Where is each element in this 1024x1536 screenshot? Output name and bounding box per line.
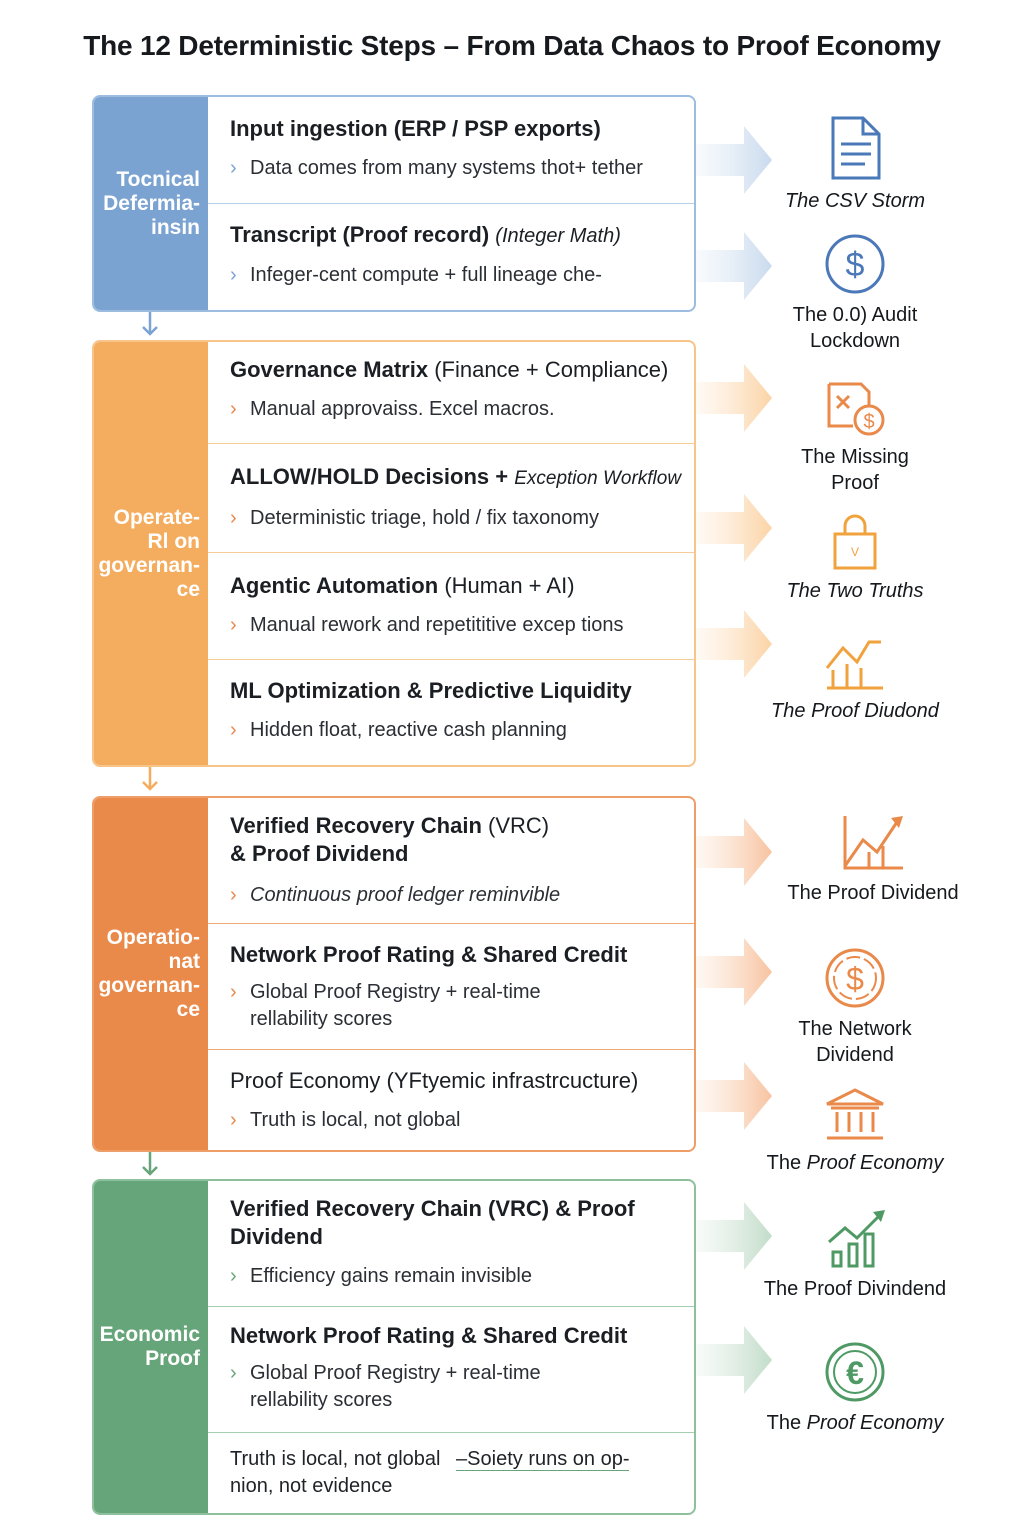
euro-circle-icon <box>823 1340 887 1404</box>
step-title: Transcript (Proof record) (Integer Math) <box>230 222 621 247</box>
step-description: › Data comes from many systems thot+ tether <box>230 155 694 182</box>
step-title: Agentic Automation (Human + AI) <box>230 573 575 598</box>
group-band <box>94 1181 208 1513</box>
chevron-right-icon: › <box>230 719 237 741</box>
side-item <box>760 634 950 724</box>
side-item-label: The 0.0) Audit Lockdown <box>792 304 918 352</box>
chevron-right-icon: › <box>230 157 237 179</box>
chevron-right-icon: › <box>230 614 237 636</box>
group-operational <box>92 340 696 767</box>
side-item <box>760 1086 950 1176</box>
missing-dollar-icon <box>823 378 887 438</box>
step-title: Input ingestion (ERP / PSP exports) <box>230 116 601 141</box>
side-item-label: The Proof Dividend <box>787 882 959 904</box>
group-band <box>94 342 208 765</box>
document-icon <box>825 114 885 182</box>
step-row <box>208 443 694 553</box>
side-item-label: The CSV Storm <box>784 190 926 212</box>
side-item-label: The Proof Economy <box>766 1412 944 1434</box>
step-description: › Global Proof Registry + real-time rellability scores <box>230 981 541 1030</box>
step-title: Verified Recovery Chain (VRC) & Proof Dividend <box>230 813 550 866</box>
group-label: Operate- Rl on governan- ce <box>98 505 200 601</box>
svg-text:$: $ <box>846 961 864 997</box>
group-band <box>94 798 208 1150</box>
step-row <box>208 1306 694 1433</box>
chevron-right-icon: › <box>230 981 237 1003</box>
down-arrow-icon <box>140 310 160 338</box>
side-item <box>760 514 950 604</box>
side-item-label: The Network Dividend <box>798 1018 912 1066</box>
step-title: ML Optimization & Predictive Liquidity <box>230 678 632 703</box>
group-label: Tocnical Defermia- insin <box>103 167 200 239</box>
step-description: › Manual approvaiss. Excel macros. <box>230 396 694 423</box>
chevron-right-icon: › <box>230 264 237 286</box>
group-label: Economic Proof <box>99 1323 200 1370</box>
group-band <box>94 97 208 310</box>
right-arrow-icon <box>696 812 776 892</box>
chevron-right-icon: › <box>230 1109 237 1131</box>
step-row <box>208 97 694 204</box>
group-operational-governance <box>92 796 696 1152</box>
down-arrow-icon <box>140 765 160 793</box>
step-row <box>208 798 694 924</box>
bag-icon <box>827 514 883 572</box>
side-item-label: The Proof Divindend <box>763 1278 947 1300</box>
chevron-right-icon: › <box>230 507 237 529</box>
side-item <box>760 1208 950 1302</box>
chevron-right-icon: › <box>230 398 237 420</box>
side-item-label: The Proof Diudond <box>771 700 939 722</box>
dollar-circle-icon <box>823 232 887 296</box>
side-item <box>778 812 968 906</box>
side-item <box>760 946 950 1068</box>
step-description: › Infeger-cent compute + full lineage che- <box>230 262 694 289</box>
step-title: Network Proof Rating & Shared Credit <box>230 1323 628 1348</box>
step-description: › Deterministic triage, hold / fix taxonomy <box>230 505 694 532</box>
svg-text:V: V <box>850 545 860 559</box>
step-description: Truth is local, not global –Soiety runs on op- nion, not evidence <box>230 1448 630 1497</box>
growth-chart-icon <box>839 812 907 874</box>
group-economic-proof <box>92 1179 696 1515</box>
step-description: › Global Proof Registry + real-time rellability scores <box>230 1362 541 1411</box>
step-title: Verified Recovery Chain (VRC) & Proof Dividend <box>230 1196 635 1249</box>
chevron-right-icon: › <box>230 884 237 906</box>
step-title: Governance Matrix (Finance + Compliance) <box>230 357 669 382</box>
svg-text:$: $ <box>845 246 865 284</box>
step-title: Proof Economy (YFtyemic infrastrcucture) <box>230 1068 639 1093</box>
side-item <box>760 114 950 214</box>
group-label: Operatio- nat governan- ce <box>98 926 200 1021</box>
down-arrow-icon <box>140 1150 160 1178</box>
svg-text:€: € <box>846 1355 864 1391</box>
bar-growth-icon <box>823 1208 887 1270</box>
step-description: › Continuous proof ledger reminvible <box>230 882 694 909</box>
chevron-right-icon: › <box>230 1362 237 1384</box>
step-row <box>208 552 694 660</box>
side-item <box>760 378 950 496</box>
step-title: Network Proof Rating & Shared Credit <box>230 942 628 967</box>
side-item-label: The Proof Economy <box>766 1152 944 1174</box>
step-row <box>208 203 694 310</box>
step-row <box>208 342 694 444</box>
step-row <box>208 659 694 765</box>
group-technical <box>92 95 696 312</box>
chevron-right-icon: › <box>230 1265 237 1287</box>
step-title: ALLOW/HOLD Decisions + Exception Workflow <box>230 464 682 489</box>
step-description: › Truth is local, not global <box>230 1107 694 1134</box>
step-description: › Manual rework and repetititive excep tions <box>230 612 694 639</box>
page-title: The 12 Deterministic Steps – From Data Chaos to Proof Economy <box>83 30 941 61</box>
step-row <box>208 1181 694 1307</box>
chart-icon <box>823 634 887 692</box>
step-description: › Hidden float, reactive cash planning <box>230 717 694 744</box>
side-item <box>760 1340 950 1436</box>
side-item <box>760 232 950 354</box>
step-description: › Efficiency gains remain invisible <box>230 1263 694 1290</box>
step-row <box>208 923 694 1050</box>
side-item-label: The Missing Proof <box>801 446 909 494</box>
bank-icon <box>823 1086 887 1144</box>
svg-text:$: $ <box>863 411 875 433</box>
side-item-label: The Two Truths <box>786 580 924 602</box>
step-row <box>208 1049 694 1150</box>
dollar-circle-icon <box>823 946 887 1010</box>
step-row <box>208 1432 694 1513</box>
